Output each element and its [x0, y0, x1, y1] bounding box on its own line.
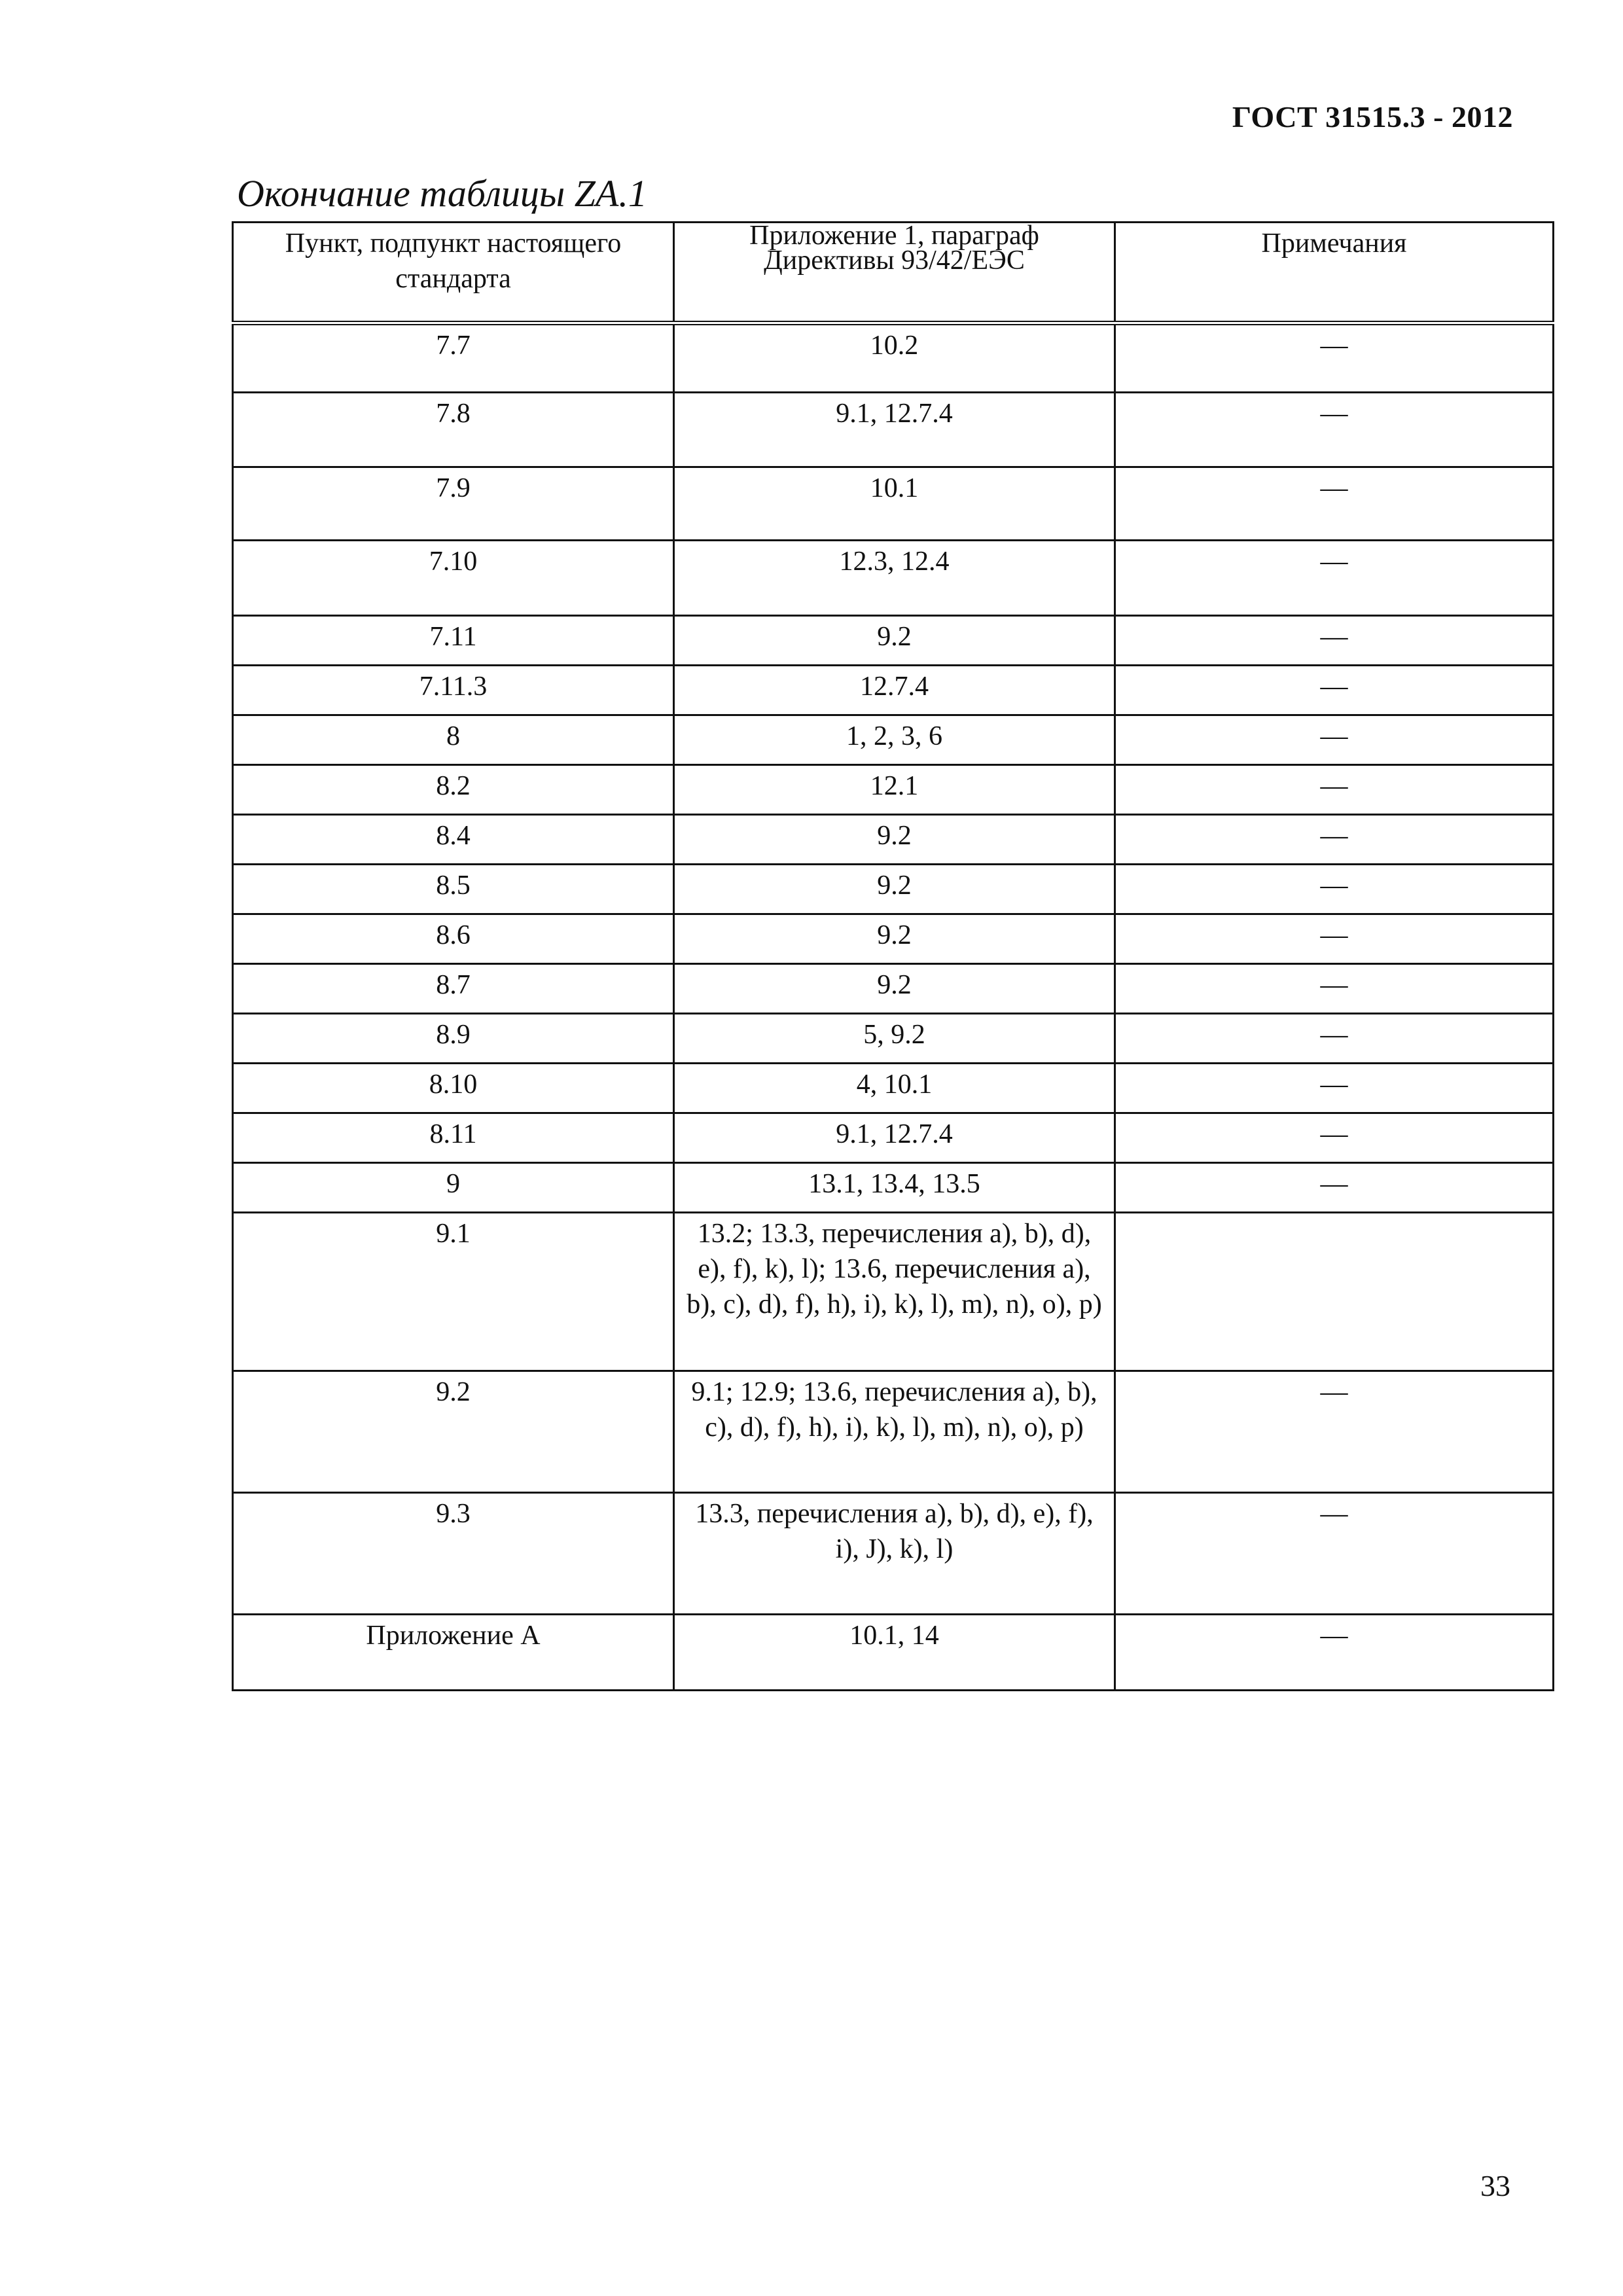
- annex-cell: 9.2: [674, 815, 1115, 865]
- page-number: 33: [1480, 2169, 1510, 2202]
- table-row: [233, 323, 1554, 393]
- notes-cell: —: [1115, 1493, 1554, 1615]
- correspondence-table: [232, 221, 1554, 1691]
- clause-cell: 7.8: [233, 393, 674, 467]
- annex-cell: 12.1: [674, 765, 1115, 815]
- annex-cell: 4, 10.1: [674, 1064, 1115, 1113]
- table-row: [233, 1113, 1554, 1163]
- table-row: [233, 393, 1554, 467]
- annex-cell: 13.2; 13.3, перечисления a), b), d), e), f), k), l); 13.6, перечисления a), b), c), d), f), h), i), k), l), m), n), o), p): [674, 1213, 1115, 1371]
- annex-cell: 13.3, перечисления a), b), d), e), f), i), J), k), l): [674, 1493, 1115, 1615]
- table-row: [233, 666, 1554, 715]
- annex-cell: 1, 2, 3, 6: [674, 715, 1115, 765]
- annex-cell: 13.1, 13.4, 13.5: [674, 1163, 1115, 1213]
- annex-cell: 10.2: [674, 323, 1115, 393]
- table-row: [233, 1213, 1554, 1371]
- clause-cell: Приложение А: [233, 1615, 674, 1691]
- clause-cell: 8: [233, 715, 674, 765]
- clause-cell: 9.2: [233, 1371, 674, 1493]
- annex-cell: 9.1; 12.9; 13.6, перечисления a), b), c), d), f), h), i), k), l), m), n), o), p): [674, 1371, 1115, 1493]
- notes-cell: —: [1115, 393, 1554, 467]
- annex-cell: 9.2: [674, 616, 1115, 666]
- annex-cell: 9.2: [674, 964, 1115, 1014]
- clause-cell: 9.3: [233, 1493, 674, 1615]
- table-row: [233, 914, 1554, 964]
- table-row: [233, 765, 1554, 815]
- table-row: [233, 1371, 1554, 1493]
- table-row: [233, 1493, 1554, 1615]
- column-header-annex: Приложение 1, параграф Директивы 93/42/ЕЭС: [674, 223, 1115, 323]
- notes-cell: —: [1115, 323, 1554, 393]
- header-row: [233, 223, 1554, 323]
- notes-cell: —: [1115, 1371, 1554, 1493]
- notes-cell: —: [1115, 541, 1554, 616]
- annex-cell: 10.1, 14: [674, 1615, 1115, 1691]
- standard-code: ГОСТ 31515.3 - 2012: [1232, 100, 1513, 134]
- column-header-notes: Примечания: [1115, 223, 1554, 323]
- clause-cell: 8.7: [233, 964, 674, 1014]
- table-row: [233, 815, 1554, 865]
- table-row: [233, 541, 1554, 616]
- annex-cell: 9.1, 12.7.4: [674, 393, 1115, 467]
- notes-cell: —: [1115, 1064, 1554, 1113]
- clause-cell: 7.11.3: [233, 666, 674, 715]
- table-row: [233, 715, 1554, 765]
- table-row: [233, 616, 1554, 666]
- annex-cell: 9.1, 12.7.4: [674, 1113, 1115, 1163]
- clause-cell: 7.11: [233, 616, 674, 666]
- clause-cell: 9: [233, 1163, 674, 1213]
- column-header-clause: Пункт, подпункт настоящего стандарта: [233, 223, 674, 323]
- notes-cell: —: [1115, 715, 1554, 765]
- clause-cell: 8.11: [233, 1113, 674, 1163]
- table-row: [233, 1014, 1554, 1064]
- clause-cell: 7.7: [233, 323, 674, 393]
- table-row: [233, 1163, 1554, 1213]
- notes-cell: —: [1115, 616, 1554, 666]
- table-header: [233, 223, 1554, 323]
- table-row: [233, 865, 1554, 914]
- table-caption: Окончание таблицы ZA.1: [237, 172, 647, 215]
- annex-cell: 10.1: [674, 467, 1115, 541]
- table-row: [233, 964, 1554, 1014]
- notes-cell: —: [1115, 865, 1554, 914]
- clause-cell: 7.9: [233, 467, 674, 541]
- notes-cell: [1115, 1213, 1554, 1371]
- clause-cell: 8.6: [233, 914, 674, 964]
- annex-cell: 12.7.4: [674, 666, 1115, 715]
- notes-cell: —: [1115, 1615, 1554, 1691]
- table-row: [233, 467, 1554, 541]
- clause-cell: 7.10: [233, 541, 674, 616]
- notes-cell: —: [1115, 1014, 1554, 1064]
- clause-cell: 9.1: [233, 1213, 674, 1371]
- annex-cell: 9.2: [674, 914, 1115, 964]
- clause-cell: 8.2: [233, 765, 674, 815]
- clause-cell: 8.10: [233, 1064, 674, 1113]
- annex-cell: 5, 9.2: [674, 1014, 1115, 1064]
- clause-cell: 8.5: [233, 865, 674, 914]
- annex-cell: 12.3, 12.4: [674, 541, 1115, 616]
- table-body: [233, 323, 1554, 1691]
- notes-cell: —: [1115, 467, 1554, 541]
- notes-cell: —: [1115, 914, 1554, 964]
- notes-cell: —: [1115, 964, 1554, 1014]
- notes-cell: —: [1115, 1113, 1554, 1163]
- notes-cell: —: [1115, 666, 1554, 715]
- notes-cell: —: [1115, 765, 1554, 815]
- clause-cell: 8.9: [233, 1014, 674, 1064]
- clause-cell: 8.4: [233, 815, 674, 865]
- notes-cell: —: [1115, 815, 1554, 865]
- notes-cell: —: [1115, 1163, 1554, 1213]
- table-row: [233, 1064, 1554, 1113]
- annex-cell: 9.2: [674, 865, 1115, 914]
- table-row: [233, 1615, 1554, 1691]
